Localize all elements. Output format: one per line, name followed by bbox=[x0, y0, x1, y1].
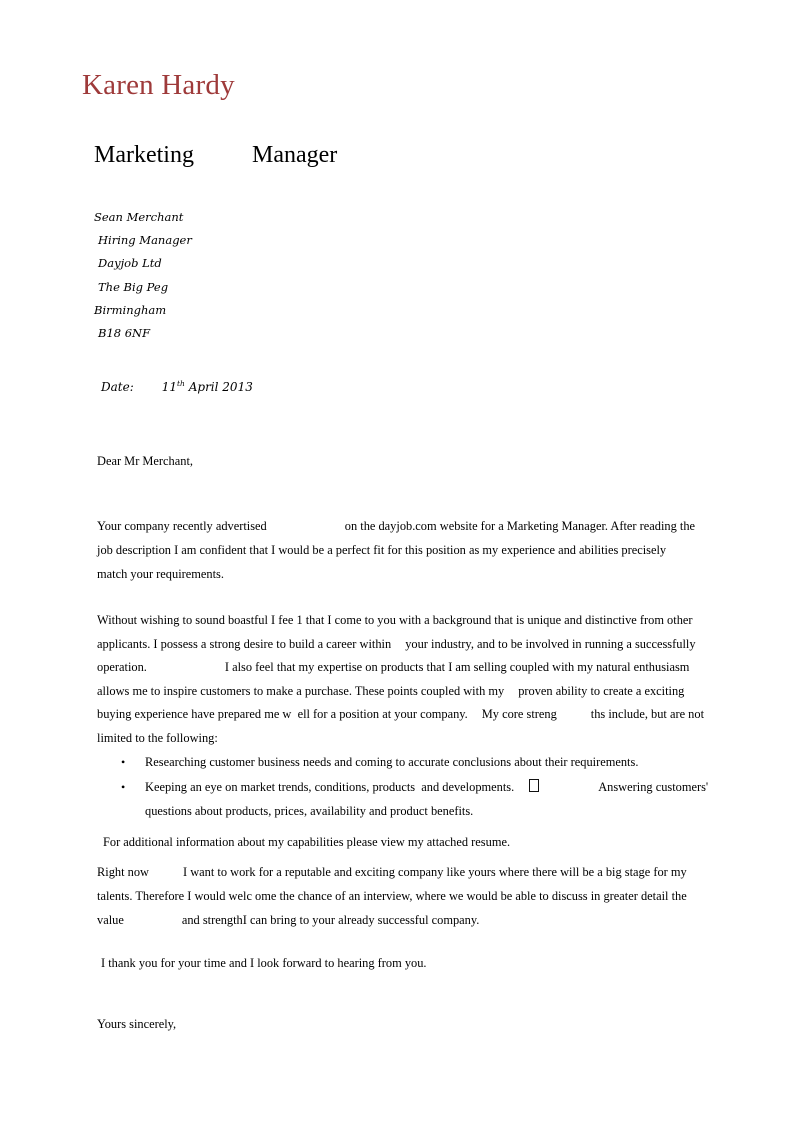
core-strengths-list bbox=[97, 750, 712, 823]
job-title bbox=[94, 140, 337, 170]
body-paragraph-2 bbox=[97, 609, 712, 751]
salutation: Dear Mr Merchant, bbox=[97, 454, 193, 468]
paragraph-3-segment-d: and strengthI can bring to your already successful company. bbox=[181, 912, 480, 927]
paragraph-3-segment-c: talents. Therefore I would welc ome the chance of an interview, where we would be able to discuss in greater detail the value bbox=[97, 888, 690, 927]
paragraph-2-segment-d: proven ability to create a exciting buying experience have prepared me w ell for a position at your company. bbox=[97, 683, 688, 722]
paragraph-2-segment-b: your industry, and to be involved in running a successfully operation. bbox=[97, 636, 699, 675]
list-item bbox=[97, 775, 712, 823]
list-item-text: Researching customer business needs and coming to accurate conclusions about their requirements. bbox=[145, 755, 639, 769]
page-title: Karen Hardy bbox=[82, 69, 235, 101]
address-line-postcode: B18 6NF bbox=[98, 326, 151, 341]
paragraph-2-segment-a: Without wishing to sound boastful I fee 1 that I come to you with a background that is unique and distinctive from other applicants. I possess a strong desire to build a career within bbox=[97, 613, 696, 651]
list-item bbox=[97, 750, 712, 774]
closing-salutation: Yours sincerely, bbox=[97, 1017, 177, 1031]
body-paragraph-thanks: I thank you for your time and I look forward to hearing from you. bbox=[101, 956, 427, 970]
paragraph-1-segment-b: on the dayjob.com website for a Marketing Manager. After reading the job description I am confident that I would be a perfect fit for this position as my experience and abilities precisely bbox=[97, 519, 699, 557]
paragraph-3-segment-b: I want to work for a reputable and exciting company like yours where there will be a big stage for my bbox=[182, 865, 687, 879]
missing-glyph-icon bbox=[529, 779, 539, 792]
paragraph-3-segment-a: Right now bbox=[97, 865, 149, 879]
body-paragraph-3 bbox=[97, 861, 712, 932]
bullet-icon: • bbox=[121, 755, 126, 769]
address-line-company: Dayjob Ltd bbox=[98, 256, 162, 271]
date-label: Date: bbox=[101, 380, 134, 394]
address-line-recipient-role: Hiring Manager bbox=[98, 233, 192, 248]
address-line-street: The Big Peg bbox=[98, 279, 169, 294]
address-line-recipient-name: Sean Merchant bbox=[94, 210, 184, 224]
address-line-city: Birmingham bbox=[94, 302, 167, 317]
paragraph-2-segment-e: My core streng bbox=[481, 707, 557, 722]
date-month-year: April 2013 bbox=[188, 380, 253, 394]
job-title-secondary: Manager bbox=[251, 142, 338, 168]
bullet-icon: • bbox=[121, 780, 126, 794]
body-paragraph-1 bbox=[97, 514, 712, 586]
paragraph-1-segment-c: match your requirements. bbox=[97, 567, 224, 581]
paragraph-2-segment-f: ths include, but are not limited to the following: bbox=[97, 707, 708, 745]
paragraph-1-segment-a: Your company recently advertised bbox=[97, 519, 267, 533]
date-row bbox=[101, 378, 253, 396]
job-title-primary: Marketing bbox=[94, 142, 194, 168]
list-item-text-after-glyph: Answering customers' questions about products, prices, availability and product benefits. bbox=[145, 780, 712, 818]
paragraph-2-segment-c: I also feel that my expertise on products that I am selling coupled with my natural enthusiasm allows me to inspire customers to make a purchase. These points coupled with my bbox=[97, 660, 693, 698]
date-ordinal-suffix: th bbox=[177, 379, 185, 388]
body-paragraph-attached-resume: For additional information about my capabilities please view my attached resume. bbox=[103, 835, 511, 849]
date-day: 11 bbox=[161, 380, 178, 394]
recipient-address-block bbox=[94, 206, 394, 345]
list-item-text-before-glyph: Keeping an eye on market trends, conditions, products and developments. bbox=[145, 780, 515, 794]
